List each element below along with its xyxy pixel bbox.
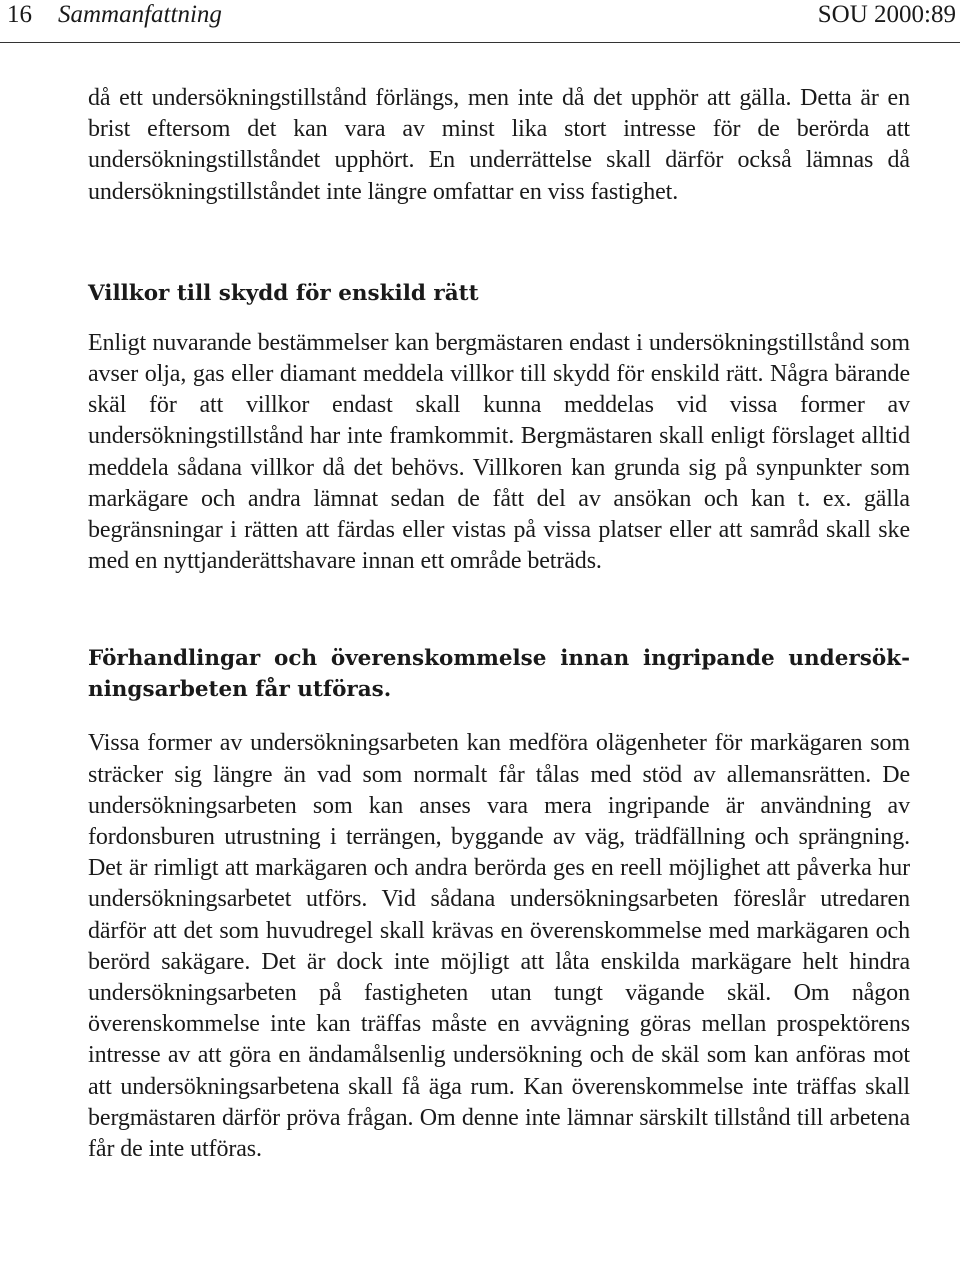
paragraph-intro: då ett undersökningstillstånd förlängs, men inte då det upphör att gälla. Detta är en brist eftersom det kan vara av minst lika stort intresse för de berörda att undersökningstillståndet upphört. En underrättelse skall därför också lämnas då undersökningstillståndet inte längre omfattar en viss fastighet. (88, 85, 910, 205)
page-header (0, 0, 960, 46)
page-content (88, 83, 910, 1165)
page-number: 16 (7, 1, 32, 28)
section-heading-forhandlingar: Förhandlingar och överenskommelse innan ingripande undersökningsarbeten får utföras. (88, 646, 910, 703)
section-heading-villkor: Villkor till skydd för enskild rätt (88, 280, 479, 306)
paragraph-villkor: Enligt nuvarande bestämmelser kan bergmästaren endast i undersökningstillstånd som avser olja, gas eller diamant meddela villkor till skydd för enskild rätt. Några bärande skäl för att villkor endast skall kunna meddelas vid vissa former av undersökningstillstånd har inte framkommit. Bergmästaren skall enligt förslaget alltid meddela sådana villkor då det behövs. Villkoren kan grunda sig på synpunkter som markägare och andra lämnat sedan de fått del av ansökan och kan t. ex. gälla begränsningar i rätten att färdas eller vistas på vissa platser eller att samråd skall ske med en nyttjanderättshavare innan ett område beträds. (88, 329, 910, 575)
document-reference: SOU 2000:89 (817, 1, 956, 28)
running-title: Sammanfattning (58, 1, 222, 28)
header-rule (0, 42, 960, 43)
paragraph-forhandlingar: Vissa former av undersökningsarbeten kan medföra olägenheter för markägaren som sträcker sig längre än vad som normalt får tålas med stöd av allemansrätten. De undersökningsarbeten som kan anses vara mera ingripande är användning av fordonsburen utrustning i terrängen, byggande av väg, trädfällning och sprängning. Det är rimligt att markägaren och andra berörda ges en reell möjlighet att påverka hur undersökningsarbetet utförs. Vid sådana undersökningsarbeten föreslår utredaren därför att det som huvudregel skall krävas en överenskommelse med markägaren och berörd sakägare. Det är dock inte möjligt att låta enskilda markägare helt hindra undersökningsarbeten på fastigheten utan tungt vägande skäl. Om någon överenskommelse inte kan träffas måste en avvägning göras mellan prospektörens intresse av att göra en ändamålsenlig undersökning och de skäl som kan anföras mot att undersökningsarbetena skall få äga rum. Kan överenskommelse inte träffas skall bergmästaren därför pröva frågan. Om denne inte lämnar särskilt tillstånd till arbetena får de inte utföras. (88, 730, 910, 1163)
